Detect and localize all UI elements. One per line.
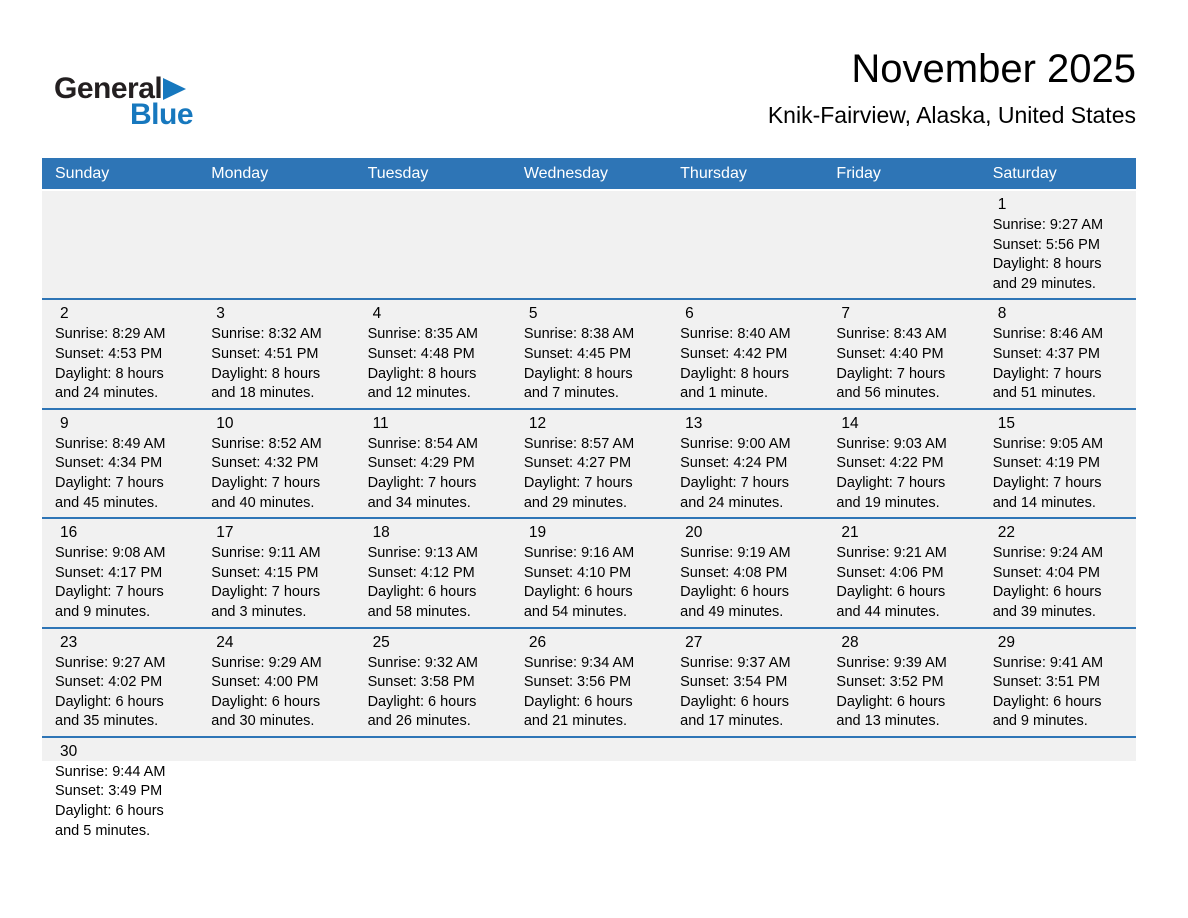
day-info-line: and 54 minutes. xyxy=(523,603,628,620)
day-info-line: and 51 minutes. xyxy=(992,385,1096,402)
day-info-line: Sunrise: 8:38 AM xyxy=(523,326,635,343)
day-number: 27 xyxy=(685,633,703,651)
day-cell-20 xyxy=(667,519,823,626)
day-cell-27 xyxy=(667,629,823,736)
calendar-grid xyxy=(42,189,1136,845)
day-info-line: Sunset: 4:15 PM xyxy=(211,564,319,581)
day-info-line: Sunset: 4:37 PM xyxy=(992,345,1100,362)
day-info-line: Sunrise: 9:27 AM xyxy=(992,217,1104,233)
day-info-line: and 40 minutes. xyxy=(211,494,315,511)
day-cell-empty xyxy=(355,738,511,845)
day-info-line: and 39 minutes. xyxy=(992,603,1096,620)
day-info-line: Daylight: 7 hours xyxy=(367,474,477,491)
day-info-line: Sunrise: 9:32 AM xyxy=(367,654,478,671)
day-info-line: Sunrise: 8:52 AM xyxy=(211,435,322,452)
day-info-line: and 49 minutes. xyxy=(680,603,784,620)
day-cell-29 xyxy=(980,629,1136,736)
day-number: 19 xyxy=(528,524,547,542)
day-cell-empty xyxy=(511,738,667,845)
day-info-line: Sunrise: 9:21 AM xyxy=(836,545,947,562)
calendar-week-row xyxy=(42,408,1136,517)
day-info-line: and 34 minutes. xyxy=(367,494,471,511)
day-number: 22 xyxy=(997,524,1015,542)
logo-text-general: General xyxy=(54,72,163,105)
day-cell-empty xyxy=(355,191,511,298)
day-info-line: Sunset: 4:06 PM xyxy=(836,564,944,581)
day-info-line: Sunset: 3:51 PM xyxy=(992,674,1100,691)
day-info-line: Sunset: 4:32 PM xyxy=(211,455,319,472)
day-number: 6 xyxy=(685,305,694,323)
day-info-line: Sunrise: 8:32 AM xyxy=(211,326,322,343)
day-number: 2 xyxy=(60,305,69,323)
day-cell-empty xyxy=(667,738,823,845)
day-info-line: Daylight: 7 hours xyxy=(55,584,164,601)
day-number: 23 xyxy=(60,633,78,651)
day-info-line: Sunrise: 9:39 AM xyxy=(836,654,947,671)
day-info-line: and 19 minutes. xyxy=(836,494,940,511)
day-cell-empty xyxy=(42,191,198,298)
day-info-line: and 9 minutes. xyxy=(55,603,151,620)
day-cell-4 xyxy=(355,300,511,407)
day-number: 17 xyxy=(216,524,234,542)
day-cell-empty xyxy=(823,191,979,298)
day-cell-empty xyxy=(980,738,1136,845)
day-info-line: Daylight: 8 hours xyxy=(367,365,477,382)
day-info-line: Daylight: 6 hours xyxy=(523,584,633,601)
day-cell-2 xyxy=(42,300,198,407)
weekday-header-row xyxy=(42,158,1136,189)
day-info-line: Sunset: 4:12 PM xyxy=(367,564,475,581)
day-cell-empty xyxy=(198,738,354,845)
day-info-line: Sunset: 4:00 PM xyxy=(211,674,319,691)
day-info-line: Sunrise: 9:11 AM xyxy=(211,545,321,562)
day-info-line: Sunrise: 8:43 AM xyxy=(836,326,947,343)
logo-text-blue: Blue xyxy=(130,98,194,131)
day-info-line: Sunset: 4:51 PM xyxy=(211,345,319,362)
day-info-line: Sunset: 4:53 PM xyxy=(55,345,163,362)
day-info-line: Daylight: 7 hours xyxy=(836,365,946,382)
day-cell-22 xyxy=(980,519,1136,626)
day-number: 29 xyxy=(997,633,1015,651)
day-cell-10 xyxy=(198,410,354,517)
day-cell-17 xyxy=(198,519,354,626)
day-cell-16 xyxy=(42,519,198,626)
day-info-line: Sunrise: 9:19 AM xyxy=(680,545,791,562)
day-info-line: and 30 minutes. xyxy=(211,713,315,730)
location-subtitle: Knik-Fairview, Alaska, United States xyxy=(767,102,1136,128)
day-info-line: Daylight: 8 hours xyxy=(211,365,321,382)
day-number: 20 xyxy=(685,524,703,542)
day-number: 14 xyxy=(841,414,859,432)
day-number: 11 xyxy=(372,414,389,432)
day-info-line: Daylight: 6 hours xyxy=(836,693,946,710)
day-info-line: Daylight: 6 hours xyxy=(55,693,164,710)
calendar-week-row xyxy=(42,189,1136,298)
day-number: 7 xyxy=(841,305,851,323)
page-header xyxy=(42,0,1136,158)
day-number: 18 xyxy=(372,524,390,542)
day-info-line: and 13 minutes. xyxy=(836,713,940,730)
day-info-line: Sunrise: 9:44 AM xyxy=(55,763,166,780)
day-info-line: Sunrise: 8:29 AM xyxy=(55,326,166,343)
day-info-line: Daylight: 6 hours xyxy=(680,693,789,710)
day-info-line: Daylight: 7 hours xyxy=(211,474,321,491)
day-info-line: and 7 minutes. xyxy=(523,385,619,402)
day-info-line: Daylight: 8 hours xyxy=(992,256,1102,273)
day-info-line: Sunrise: 9:27 AM xyxy=(55,654,166,671)
day-info-line: and 45 minutes. xyxy=(55,494,159,511)
day-cell-3 xyxy=(198,300,354,407)
day-info-line: Sunset: 4:08 PM xyxy=(680,564,788,581)
day-info-line: Daylight: 7 hours xyxy=(55,474,164,491)
weekday-header-saturday: Saturday xyxy=(992,164,1057,182)
title-block xyxy=(768,46,1136,129)
day-info-line: Daylight: 6 hours xyxy=(211,693,321,710)
day-info-line: Sunrise: 9:29 AM xyxy=(211,654,322,671)
weekday-header-wednesday: Wednesday xyxy=(523,164,609,182)
day-number: 13 xyxy=(685,414,703,432)
day-cell-1 xyxy=(980,191,1136,298)
day-info-line: Sunrise: 9:00 AM xyxy=(680,435,791,452)
day-cell-14 xyxy=(823,410,979,517)
day-info-line: Sunrise: 9:13 AM xyxy=(367,545,478,562)
day-info-line: and 44 minutes. xyxy=(836,603,940,620)
day-number: 1 xyxy=(997,196,1007,213)
day-info-line: Sunset: 3:58 PM xyxy=(367,674,475,691)
day-number: 30 xyxy=(60,742,78,760)
day-cell-empty xyxy=(823,738,979,845)
weekday-header-thursday: Thursday xyxy=(680,164,747,182)
day-info-line: and 21 minutes. xyxy=(523,713,628,730)
day-info-line: Sunset: 3:52 PM xyxy=(836,674,944,691)
calendar-week-row xyxy=(42,627,1136,736)
day-info-line: Sunset: 4:40 PM xyxy=(836,345,944,362)
day-info-line: Sunrise: 9:05 AM xyxy=(992,435,1104,452)
day-number: 8 xyxy=(997,305,1007,323)
day-info-line: Daylight: 6 hours xyxy=(367,693,477,710)
day-info-line: Sunset: 5:56 PM xyxy=(992,236,1100,253)
day-cell-26 xyxy=(511,629,667,736)
day-info-line: Daylight: 6 hours xyxy=(523,693,633,710)
weekday-header-monday: Monday xyxy=(211,164,269,182)
day-number: 28 xyxy=(841,633,859,651)
day-number: 15 xyxy=(997,414,1015,432)
day-info-line: and 29 minutes. xyxy=(992,275,1096,292)
day-info-line: Sunset: 3:49 PM xyxy=(55,783,163,800)
day-info-line: Sunrise: 8:46 AM xyxy=(992,326,1104,343)
day-info-line: and 24 minutes. xyxy=(55,385,159,402)
day-cell-6 xyxy=(667,300,823,407)
day-info-line: Sunset: 4:17 PM xyxy=(55,564,163,581)
day-number: 10 xyxy=(216,414,234,432)
day-cell-15 xyxy=(980,410,1136,517)
day-info-line: Sunset: 4:10 PM xyxy=(523,564,632,581)
day-info-line: Daylight: 6 hours xyxy=(992,693,1102,710)
day-info-line: Sunset: 4:02 PM xyxy=(55,674,163,691)
day-info-line: Sunset: 3:56 PM xyxy=(523,674,632,691)
day-info-line: Sunrise: 8:35 AM xyxy=(367,326,478,343)
day-cell-21 xyxy=(823,519,979,626)
day-info-line: Daylight: 7 hours xyxy=(992,365,1102,382)
day-info-line: Daylight: 7 hours xyxy=(211,584,321,601)
day-number: 12 xyxy=(528,414,547,432)
day-info-line: Sunrise: 9:24 AM xyxy=(992,545,1104,562)
day-info-line: Sunset: 4:24 PM xyxy=(680,455,788,472)
logo-triangle-icon xyxy=(163,78,186,100)
day-cell-12 xyxy=(511,410,667,517)
day-info-line: Sunset: 4:19 PM xyxy=(992,455,1100,472)
day-cell-19 xyxy=(511,519,667,626)
day-cell-28 xyxy=(823,629,979,736)
day-number: 3 xyxy=(216,305,225,323)
day-cell-5 xyxy=(511,300,667,407)
day-cell-empty xyxy=(667,191,823,298)
weekday-header-sunday: Sunday xyxy=(55,164,110,182)
day-info-line: and 1 minute. xyxy=(680,385,769,402)
day-cell-empty xyxy=(198,191,354,298)
day-info-line: Daylight: 6 hours xyxy=(680,584,789,601)
day-info-line: Sunset: 4:45 PM xyxy=(523,345,632,362)
day-cell-18 xyxy=(355,519,511,626)
day-number: 5 xyxy=(528,305,538,323)
day-info-line: Daylight: 6 hours xyxy=(836,584,946,601)
day-info-line: Sunrise: 9:03 AM xyxy=(836,435,947,452)
day-cell-30 xyxy=(42,738,198,845)
day-info-line: Sunset: 3:54 PM xyxy=(680,674,788,691)
day-info-line: Daylight: 8 hours xyxy=(55,365,164,382)
day-info-line: and 3 minutes. xyxy=(211,603,307,620)
day-cell-9 xyxy=(42,410,198,517)
day-info-line: Daylight: 7 hours xyxy=(680,474,789,491)
day-info-line: Sunrise: 9:34 AM xyxy=(523,654,635,671)
day-info-line: Sunset: 4:48 PM xyxy=(367,345,475,362)
day-cell-7 xyxy=(823,300,979,407)
day-info-line: Sunrise: 9:16 AM xyxy=(523,545,635,562)
day-info-line: Sunset: 4:42 PM xyxy=(680,345,788,362)
day-info-line: and 24 minutes. xyxy=(680,494,784,511)
day-info-line: Sunrise: 9:37 AM xyxy=(680,654,791,671)
day-info-line: and 58 minutes. xyxy=(367,603,471,620)
weekday-header-tuesday: Tuesday xyxy=(367,164,429,182)
calendar-week-row xyxy=(42,736,1136,845)
day-info-line: and 18 minutes. xyxy=(211,385,315,402)
day-info-line: Sunrise: 8:57 AM xyxy=(523,435,635,452)
day-info-line: Sunrise: 9:41 AM xyxy=(992,654,1104,671)
day-info-line: and 56 minutes. xyxy=(836,385,940,402)
day-info-line: and 26 minutes. xyxy=(367,713,471,730)
day-info-line: Sunset: 4:22 PM xyxy=(836,455,944,472)
day-cell-8 xyxy=(980,300,1136,407)
day-number: 9 xyxy=(60,414,69,432)
day-info-line: and 9 minutes. xyxy=(992,713,1088,730)
day-info-line: Sunset: 4:29 PM xyxy=(367,455,475,472)
day-info-line: Sunset: 4:04 PM xyxy=(992,564,1100,581)
day-number: 25 xyxy=(372,633,390,651)
day-cell-23 xyxy=(42,629,198,736)
day-info-line: and 29 minutes. xyxy=(523,494,628,511)
calendar-week-row xyxy=(42,298,1136,407)
day-cell-25 xyxy=(355,629,511,736)
calendar-week-row xyxy=(42,517,1136,626)
page-title: November 2025 xyxy=(851,47,1136,91)
day-info-line: and 5 minutes. xyxy=(55,822,151,839)
day-info-line: Daylight: 6 hours xyxy=(55,803,164,820)
day-info-line: Daylight: 8 hours xyxy=(523,365,633,382)
weekday-header-friday: Friday xyxy=(836,164,881,182)
generalblue-logo xyxy=(54,74,193,130)
day-cell-11 xyxy=(355,410,511,517)
day-info-line: and 14 minutes. xyxy=(992,494,1096,511)
day-info-line: Daylight: 7 hours xyxy=(992,474,1102,491)
day-info-line: Sunrise: 8:49 AM xyxy=(55,435,166,452)
day-info-line: Daylight: 6 hours xyxy=(992,584,1102,601)
day-info-line: Daylight: 6 hours xyxy=(367,584,477,601)
calendar-table xyxy=(42,158,1136,845)
day-info-line: Sunset: 4:34 PM xyxy=(55,455,163,472)
day-cell-24 xyxy=(198,629,354,736)
day-info-line: Daylight: 7 hours xyxy=(836,474,946,491)
day-number: 16 xyxy=(60,524,78,542)
day-info-line: and 35 minutes. xyxy=(55,713,159,730)
day-number: 4 xyxy=(372,305,382,323)
day-number: 24 xyxy=(216,633,234,651)
day-number: 26 xyxy=(528,633,547,651)
day-info-line: Sunrise: 9:08 AM xyxy=(55,545,166,562)
day-info-line: and 17 minutes. xyxy=(680,713,784,730)
day-cell-13 xyxy=(667,410,823,517)
day-info-line: Daylight: 8 hours xyxy=(680,365,789,382)
day-cell-empty xyxy=(511,191,667,298)
day-info-line: Sunrise: 8:40 AM xyxy=(680,326,791,343)
day-info-line: Sunset: 4:27 PM xyxy=(523,455,632,472)
day-info-line: Sunrise: 8:54 AM xyxy=(367,435,478,452)
day-info-line: Daylight: 7 hours xyxy=(523,474,633,491)
day-info-line: and 12 minutes. xyxy=(367,385,471,402)
day-number: 21 xyxy=(841,524,859,542)
